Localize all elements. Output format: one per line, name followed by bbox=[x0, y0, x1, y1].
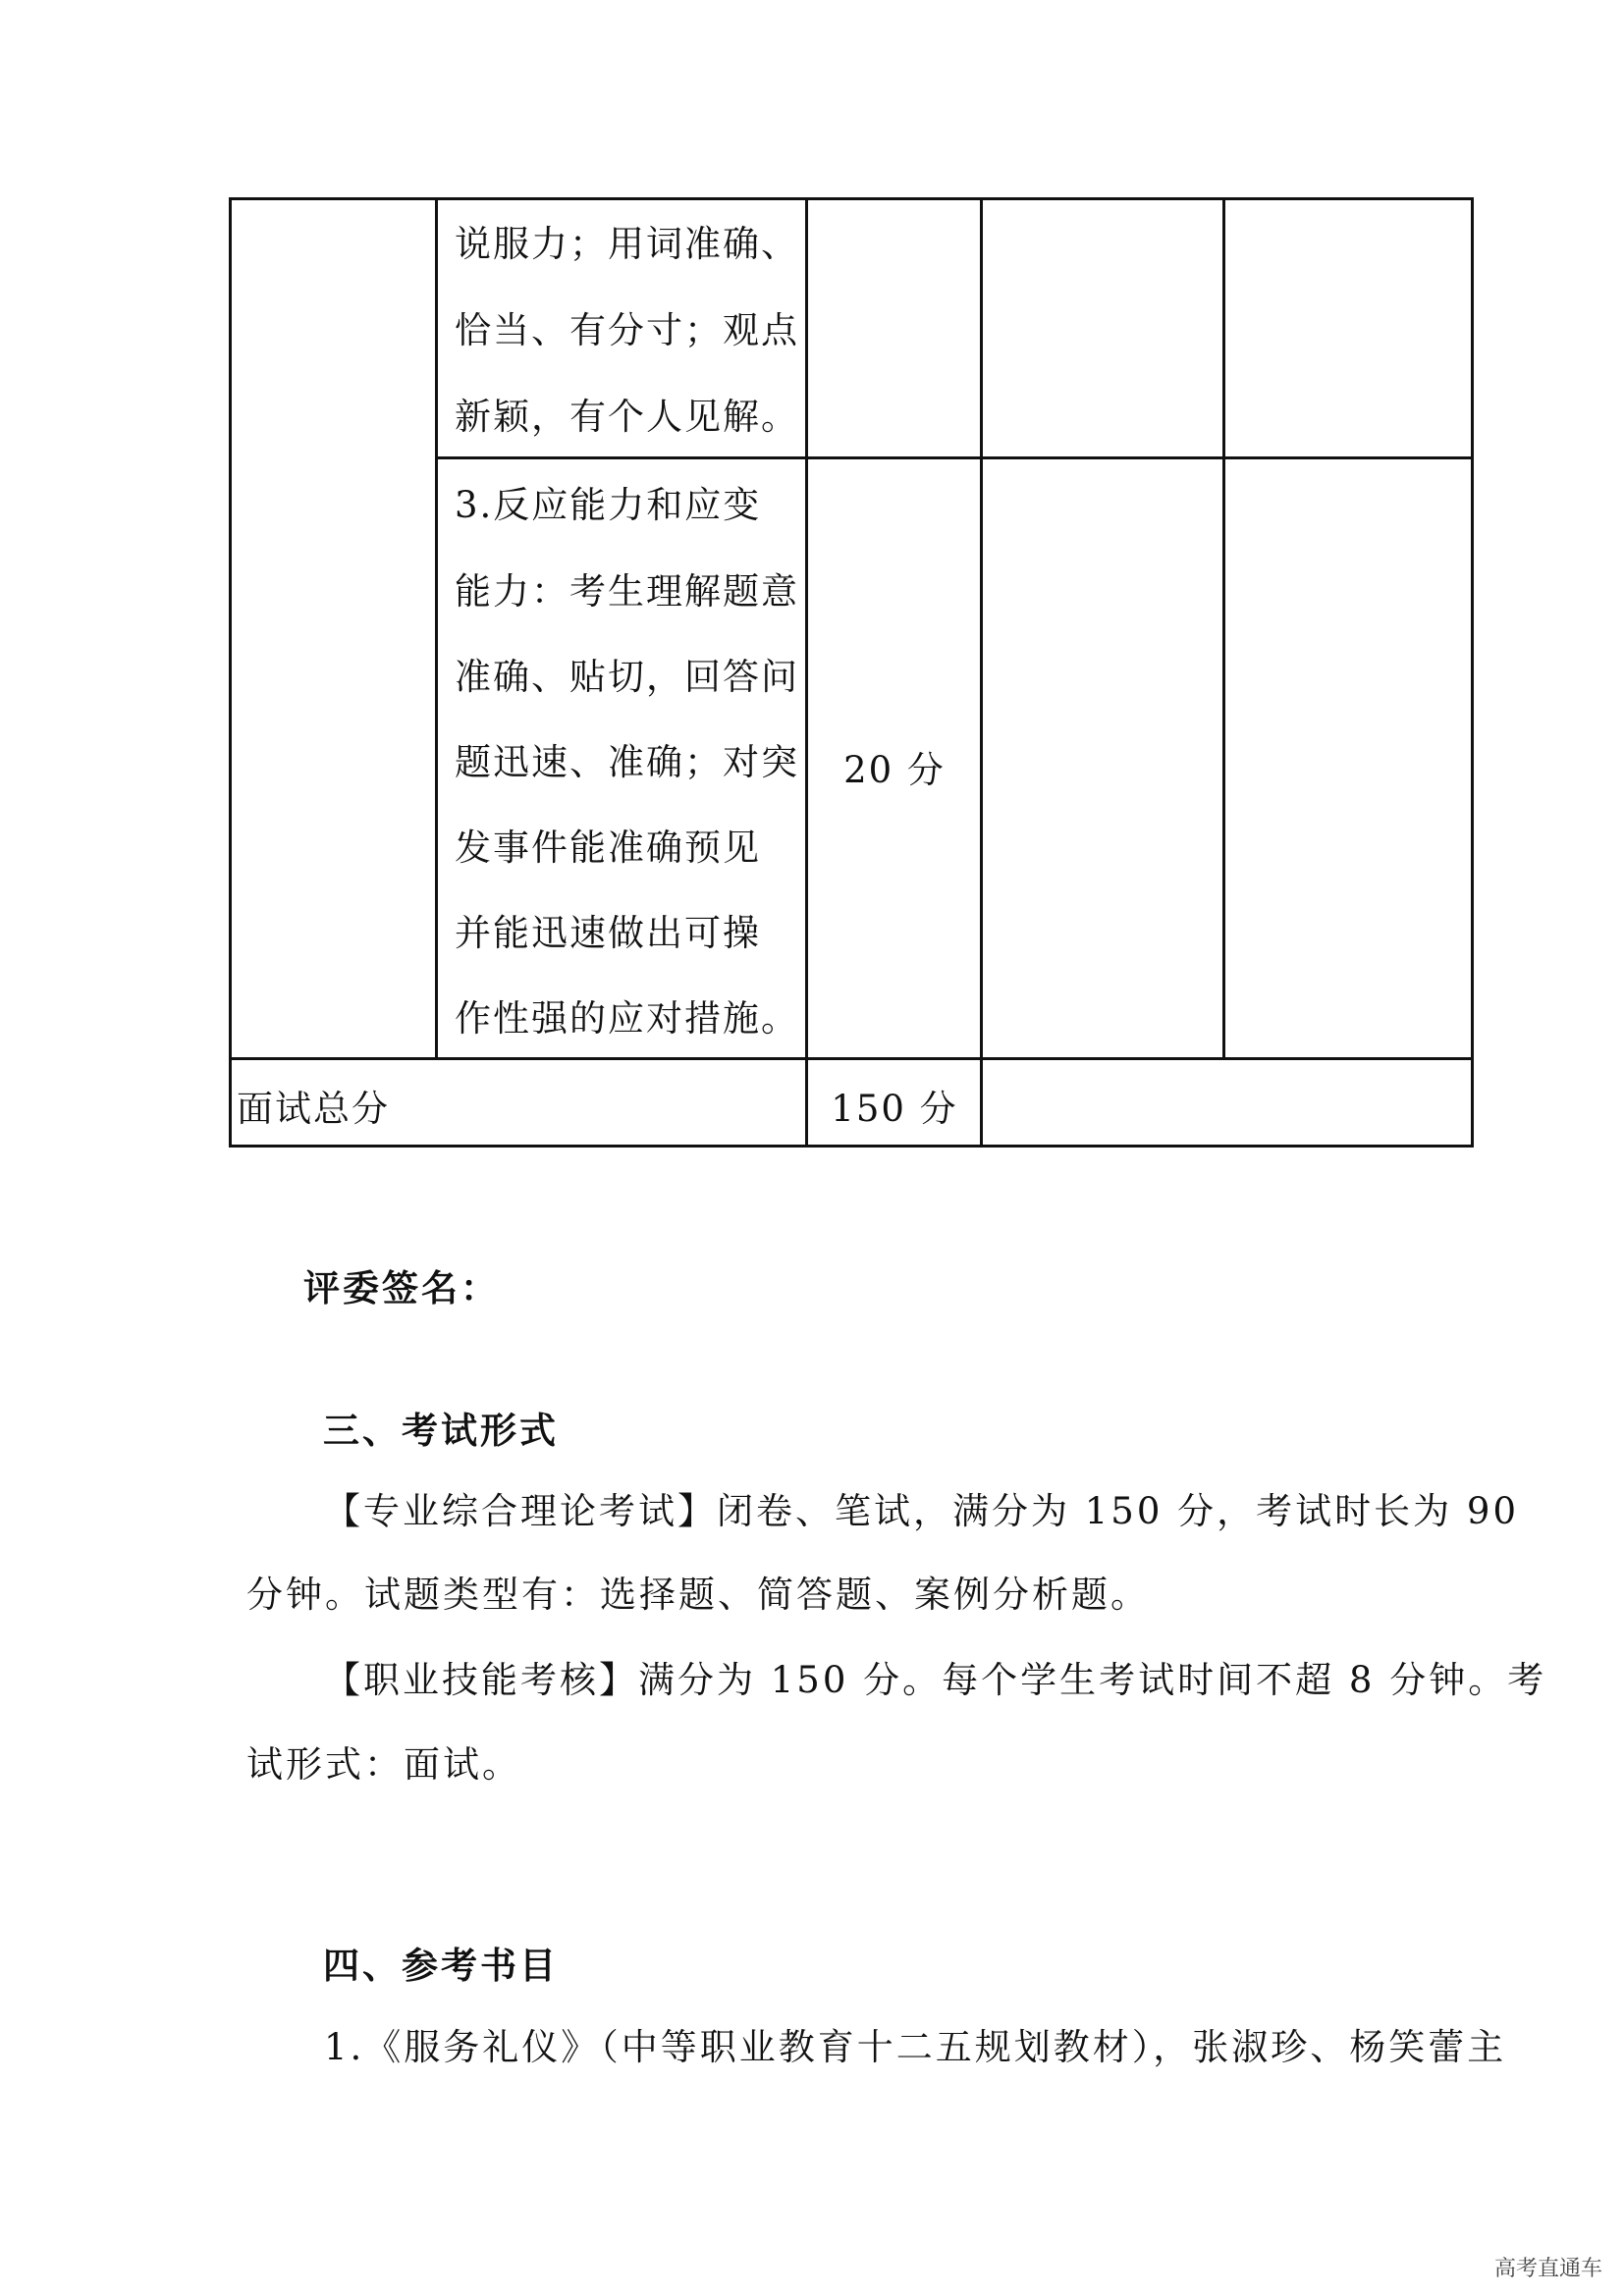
table-column-divider bbox=[805, 197, 808, 1148]
total-score: 150 分 bbox=[831, 1088, 958, 1130]
total-label: 面试总分 bbox=[237, 1088, 390, 1130]
criteria-line: 作性强的应对措施。 bbox=[455, 997, 799, 1040]
section-heading: 四、参考书目 bbox=[323, 1945, 559, 1987]
criteria-line: 准确、贴切，回答问 bbox=[455, 656, 799, 698]
site-watermark: 高考直通车 bbox=[1493, 2257, 1602, 2281]
criteria-line: 发事件能准确预见 bbox=[455, 827, 761, 869]
table-column-divider bbox=[435, 197, 438, 1059]
table-column-divider bbox=[1222, 197, 1225, 1059]
table-right-border bbox=[1471, 197, 1474, 1148]
criteria-line: 新颖，有个人见解。 bbox=[455, 396, 799, 438]
table-top-border bbox=[229, 197, 1474, 200]
criteria-line: 说服力；用词准确、 bbox=[455, 223, 799, 265]
criteria-line: 能力：考生理解题意 bbox=[455, 570, 799, 613]
criteria-score: 20 分 bbox=[843, 749, 946, 791]
paragraph-line: 分钟。试题类型有：选择题、简答题、案例分析题。 bbox=[246, 1574, 1150, 1616]
table-row-divider bbox=[229, 1057, 1474, 1060]
criteria-line: 题迅速、准确；对突 bbox=[455, 741, 799, 783]
paragraph-line: 【职业技能考核】满分为 150 分。每个学生考试时间不超 8 分钟。考 bbox=[324, 1659, 1547, 1701]
scoring-table bbox=[229, 197, 1474, 1148]
paragraph-line: 【专业综合理论考试】闭卷、笔试，满分为 150 分，考试时长为 90 bbox=[324, 1490, 1519, 1532]
section-heading: 三、考试形式 bbox=[323, 1410, 559, 1452]
paragraph-line: 试形式：面试。 bbox=[246, 1743, 521, 1786]
criteria-line: 并能迅速做出可操 bbox=[455, 912, 761, 954]
table-left-border bbox=[229, 197, 232, 1148]
criteria-line: 3.反应能力和应变 bbox=[455, 484, 762, 526]
reference-item: 1.《服务礼仪》（中等职业教育十二五规划教材），张淑珍、杨笑蕾主 bbox=[324, 2026, 1507, 2068]
criteria-line: 恰当、有分寸；观点 bbox=[455, 309, 799, 351]
table-column-divider bbox=[980, 197, 983, 1148]
signature-label: 评委签名： bbox=[303, 1267, 500, 1309]
table-bottom-border bbox=[229, 1145, 1474, 1148]
